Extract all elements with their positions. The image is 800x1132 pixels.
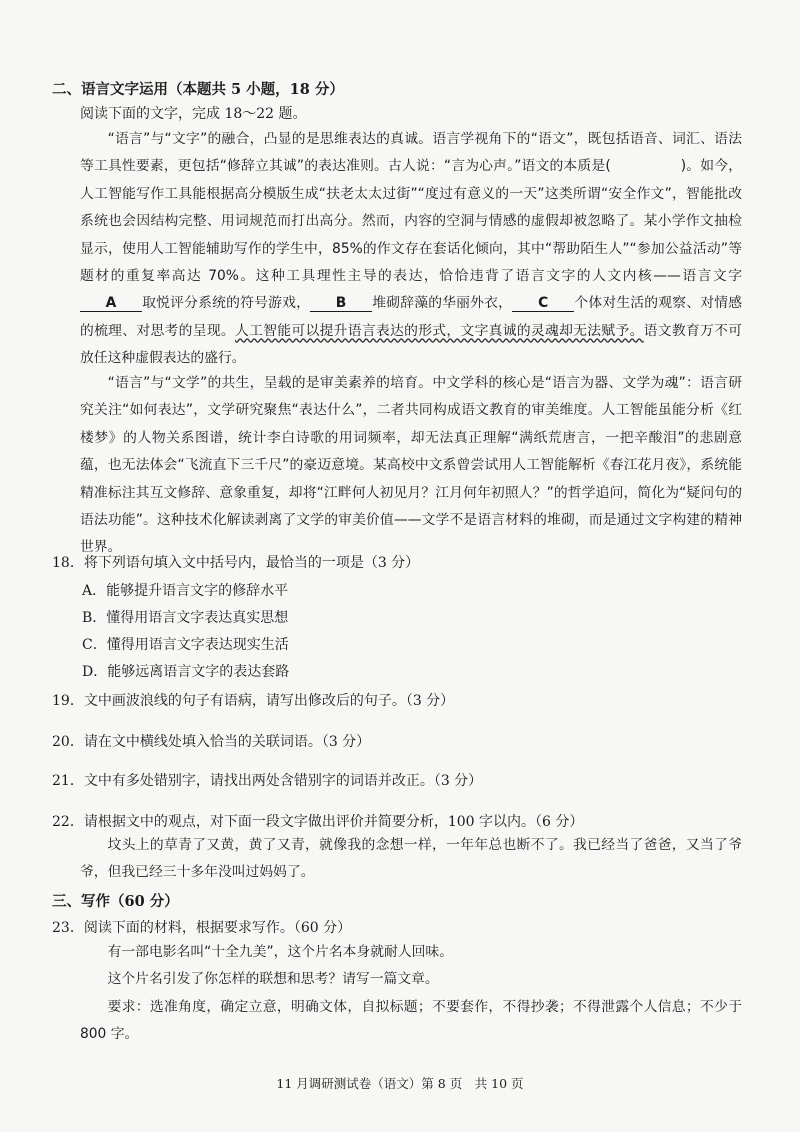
- passage2-text: “语言”与“文学”的共生，呈载的是审美素养的培育。中文学科的核心是“语言为器、文学为魂”：语言研究关注“如何表达”，文学研究聚焦“表达什么”，二者共同构成语文教育的审美维度。人工智能虽能分析《红楼梦》的人物关系图谱，统计李白诗歌的用词频率，却无法真正理解“满纸荒唐言，一把辛酸泪”的悲剧意蕴，也无法体会“飞流直下三千尺”的豪迈意境。某高校中文系曾尝试用人工智能解析《春江花月夜》，系统能精准标注其互文修辞、意象重复，却将“江畔何人初见月？江月何年初照人？”的哲学追问，简化为“疑问句的语法功能”。这种技术化解读剥离了文学的审美价值——文学不是语言材料的堆砌，而是通过文字构建的精神世界。: [80, 375, 742, 556]
- passage1-text-e: 个体对生活的观察、对情感的梳理、对思考的呈现。: [80, 295, 743, 339]
- q18-option-d: D．能够远离语言文字的表达套路: [82, 664, 290, 680]
- passage1-text-c: 取悦评分系统的符号游戏，: [142, 295, 311, 312]
- blank-b: B: [310, 295, 372, 312]
- q23-material-1: 有一部电影名叫“十全九美”，这个片名本身就耐人回味。: [107, 944, 454, 960]
- question-19: 19．文中画波浪线的句子有语病，请写出修改后的句子。（3 分）: [52, 693, 455, 709]
- passage1-text-a: “语言”与“文字”的融合，凸显的是思维表达的真诚。语言学视角下的“语文”，既包括语音、词汇、语法等工具性要素，更包括“修辞立其诚”的表达准则。古人说：“言为心声。”语文的本质是(: [80, 131, 742, 175]
- q23-requirements: 要求：选准角度，确定立意，明确文体，自拟标题；不要套作，不得抄袭；不得泄露个人信息；不少于 800 字。: [80, 998, 742, 1043]
- q22-quote-text: 坟头上的草青了又黄，黄了又青，就像我的念想一样，一年年总也断不了。我已经当了爸爸，又当了爷爷，但我已经三十多年没叫过妈妈了。: [80, 837, 742, 881]
- question-21: 21．文中有多处错别字，请找出两处含错别字的词语并改正。（3 分）: [52, 773, 483, 789]
- question-23: 23．阅读下面的材料，根据要求写作。（60 分）: [52, 920, 352, 936]
- section-3-title: 三、写作（60 分）: [52, 893, 179, 910]
- passage1-text-b: )。如今，人工智能写作工具能根据高分模版生成“扶老太太过街”“度过有意义的一天”这类所谓“安全作文”，智能批改系统也会因结构完整、用词规范而打出高分。然而，内容的空洞与情感的虚假却被忽略了。某小学作文抽检显示，使用人工智能辅助写作的学生中，85%的作文存在套话化倾向，其中“帮助陌生人”“参加公益活动”等题材的重复率高达 70%。这种工具理性主导的表达，恰恰违背了语言文字的人文内核——语言文字: [80, 158, 742, 285]
- question-18: 18．将下列语句填入文中括号内，最恰当的一项是（3 分）: [52, 555, 420, 571]
- question-22: 22．请根据文中的观点，对下面一段文字做出评价并简要分析，100 字以内。（6 分）: [52, 814, 584, 830]
- question-20: 20．请在文中横线处填入恰当的关联词语。（3 分）: [52, 734, 371, 750]
- q23-material-2: 这个片名引发了你怎样的联想和思考？请写一篇文章。: [107, 971, 439, 988]
- q23-material: [80, 939, 742, 1049]
- wavy-sentence: 人工智能可以提升语言表达的形式，文字真诚的灵魂却无法赋予。: [235, 322, 644, 339]
- q18-option-a: A．能够提升语言文字的修辞水平: [82, 583, 289, 599]
- passage1-text-d: 堆砌辞藻的华丽外衣，: [372, 295, 513, 312]
- passage-paragraph-2: [80, 370, 742, 562]
- q18-option-c: C．懂得用语言文字表达现实生活: [82, 637, 289, 653]
- q18-option-b: B．懂得用语言文字表达真实思想: [82, 610, 289, 626]
- blank-a: A: [80, 295, 142, 312]
- section-2-title: 二、语言文字运用（本题共 5 小题，18 分）: [52, 81, 344, 98]
- passage-paragraph-1: [80, 126, 742, 373]
- blank-c: C: [512, 295, 574, 312]
- passage1-text-f: 语文教育万不可放任这种虚假表达的盛行。: [80, 322, 743, 367]
- instruction: 阅读下面的文字，完成 18～22 题。: [80, 106, 307, 122]
- q22-quote: [80, 832, 742, 887]
- page-footer: 11 月调研测试卷（语文）第 8 页 共 10 页: [276, 1076, 524, 1091]
